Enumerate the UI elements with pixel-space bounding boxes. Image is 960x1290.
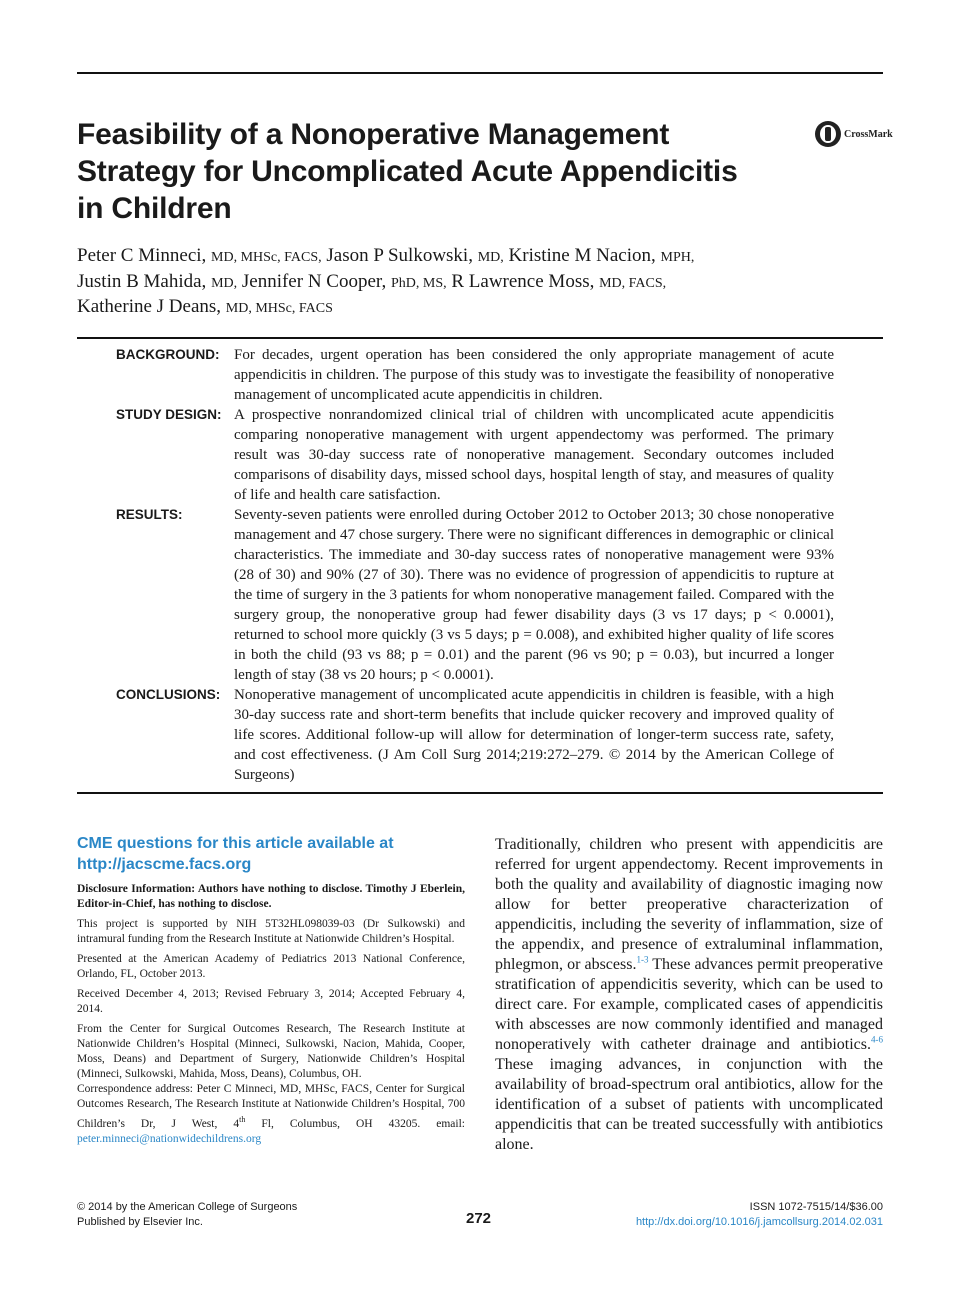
title-line: Strategy for Uncomplicated Acute Appendicitis [77, 155, 738, 188]
author-name: R Lawrence Moss, [451, 270, 595, 292]
author-degree: MD, FACS, [599, 275, 667, 291]
abstract-label: CONCLUSIONS: [116, 687, 221, 702]
abstract-conclusions [77, 685, 883, 785]
author-degree: MD, MHSc, FACS, [211, 250, 322, 265]
article-title [77, 116, 807, 227]
cme-text: CME questions for this article available at [77, 835, 394, 852]
correspondence-text: Correspondence address: Peter C Minneci, MD, MHSc, FACS, Center for Surgical Outcomes Research, The Research Institute at Nationwide Children’s Hospital, 700 Children’s Dr, J West, 4 [77, 1083, 465, 1130]
title-line: Feasibility of a Nonoperative Management [77, 118, 670, 151]
abstract-label: STUDY DESIGN: [116, 407, 222, 422]
crossmark-badge[interactable] [815, 121, 893, 147]
author-name: Justin B Mahida, [77, 270, 207, 292]
author-list [77, 244, 837, 321]
body-text: Traditionally, children who present with appendicitis are referred for urgent appendectomy. Recent improvements in both the quality and availability of diagnostic imaging now allow for better preoperative characterization of appendicitis, including the severity of inflammation, size of the appendix, and presence of extraluminal inflammation, phlegmon, or abscess. [495, 836, 883, 973]
abstract-text: For decades, urgent operation has been considered the only appropriate management of acute appendicitis in children. The purpose of this study was to investigate the feasibility of nonoperative management of uncomplicated acute appendicitis in children. [234, 347, 834, 403]
author-degree: MD, [477, 250, 504, 265]
affiliation-note: From the Center for Surgical Outcomes Research, The Research Institute at Nationwide Children’s Hospital (Minneci, Sulkowski, Nacion, Mahida, Cooper, Moss, Deans) and Department of Surgery, Nationwide Children’s Hospital (Minneci, Sulkowski, Mahida, Moss, Deans), Columbus, OH. [77, 1023, 465, 1080]
author-name: Katherine J Deans, [77, 296, 222, 317]
author-degree: MD, MHSc, FACS [225, 301, 333, 316]
body-text: These imaging advances, in conjunction with the availability of broad-spectrum oral antibiotics, allow for the identification of a subset of patients with uncomplicated appendicitis that can be treated successfully with antibiotics alone. [495, 1056, 883, 1153]
cme-link[interactable]: http://jacscme.facs.org [77, 856, 252, 873]
author-name: Jason P Sulkowski, [326, 245, 473, 266]
abstract-study-design [77, 405, 883, 505]
body-paragraph [495, 835, 883, 1155]
author-degree: MD, [211, 275, 238, 291]
crossmark-icon [815, 121, 841, 147]
abstract-results [77, 505, 883, 685]
footer-left [77, 1200, 297, 1230]
cme-notice [77, 833, 467, 875]
publisher: Published by Elsevier Inc. [77, 1216, 203, 1228]
author-name: Jennifer N Cooper, [241, 270, 387, 292]
crossmark-label: CrossMark [844, 128, 893, 140]
received-note: Received December 4, 2013; Revised February 3, 2014; Accepted February 4, 2014. [77, 988, 465, 1015]
abstract-label: RESULTS: [116, 507, 183, 522]
correspondence-text: Fl, Columbus, OH 43205. email: [245, 1117, 465, 1130]
funding-note: This project is supported by NIH 5T32HL098039-03 (Dr Sulkowski) and intramural funding from the Research Institute at Nationwide Children’s Hospital. [77, 918, 465, 945]
title-line: in Children [77, 192, 232, 225]
page-number: 272 [466, 1210, 492, 1227]
doi-link[interactable]: http://dx.doi.org/10.1016/j.jamcollsurg.2014.02.031 [635, 1216, 883, 1228]
reference-link[interactable]: 4-6 [871, 1034, 883, 1045]
abstract-text: Seventy-seven patients were enrolled during October 2012 to October 2013; 30 chose nonoperative management and 47 chose surgery. There were no significant differences in demographic or clinical characteristics. The immediate and 30-day success rates of nonoperative management were 93% (28 of 30) and 90% (27 of 30). There was no evidence of progression of appendicitis to rupture at the time of surgery in the 3 patients for whom nonoperative management failed. Compared with the surgery group, the nonoperative group had fewer disability days (3 vs 17 days; p < 0.0001), returned to school more quickly (3 vs 5 days; p = 0.008), and exhibited higher quality of life scores in both the child (93 vs 88; p = 0.01) and the parent (96 vs 90; p = 0.03), but incurred a longer length of stay (38 vs 20 hours; p < 0.0001). [234, 507, 834, 683]
disclosure-note: Disclosure Information: Authors have nothing to disclose. Timothy J Eberlein, Editor-in-Chief, has nothing to disclose. [77, 883, 465, 910]
author-name: Peter C Minneci, [77, 245, 207, 266]
author-degree: PhD, MS, [390, 275, 447, 291]
email-link[interactable]: peter.minneci@nationwidechildrens.org [77, 1132, 262, 1145]
author-degree: MPH, [660, 250, 695, 265]
abstract-box [77, 337, 883, 794]
body-text: These advances permit preoperative stratification of appendicitis severity, which can be used to direct care. For example, complicated cases of appendicitis with abscesses are now commonly identified and managed nonoperatively with catheter drainage and antibiotics. [495, 956, 883, 1053]
abstract-background [77, 345, 883, 405]
top-rule [77, 72, 883, 74]
issn: ISSN 1072-7515/14/$36.00 [749, 1201, 883, 1213]
correspondence-note [77, 1082, 465, 1147]
abstract-text: Nonoperative management of uncomplicated acute appendicitis in children is feasible, with a high 30-day success rate and short-term benefits that include quicker recovery and improved quality of life scores. Additional follow-up will allow for determination of longer-term success rate, safety, and cost effectiveness. (J Am Coll Surg 2014;219:272–279. © 2014 by the American College of Surgeons) [234, 687, 834, 783]
presented-note: Presented at the American Academy of Pediatrics 2013 National Conference, Orlando, FL, October 2013. [77, 953, 465, 980]
footer-right [636, 1200, 883, 1230]
abstract-text: A prospective nonrandomized clinical trial of children with uncomplicated acute appendicitis comparing nonoperative management with urgent appendectomy was performed. The primary result was 30-day success rate of nonoperative management. Secondary outcomes included comparisons of disability days, missed school days, hospital length of stay, and measures of quality of life and health care satisfaction. [234, 407, 834, 503]
article-notes [77, 882, 465, 1152]
abstract-label: BACKGROUND: [116, 347, 220, 362]
author-name: Kristine M Nacion, [508, 245, 656, 266]
reference-link[interactable]: 1-3 [636, 954, 649, 965]
superscript: th [239, 1115, 246, 1124]
copyright: © 2014 by the American College of Surgeons [77, 1201, 298, 1213]
